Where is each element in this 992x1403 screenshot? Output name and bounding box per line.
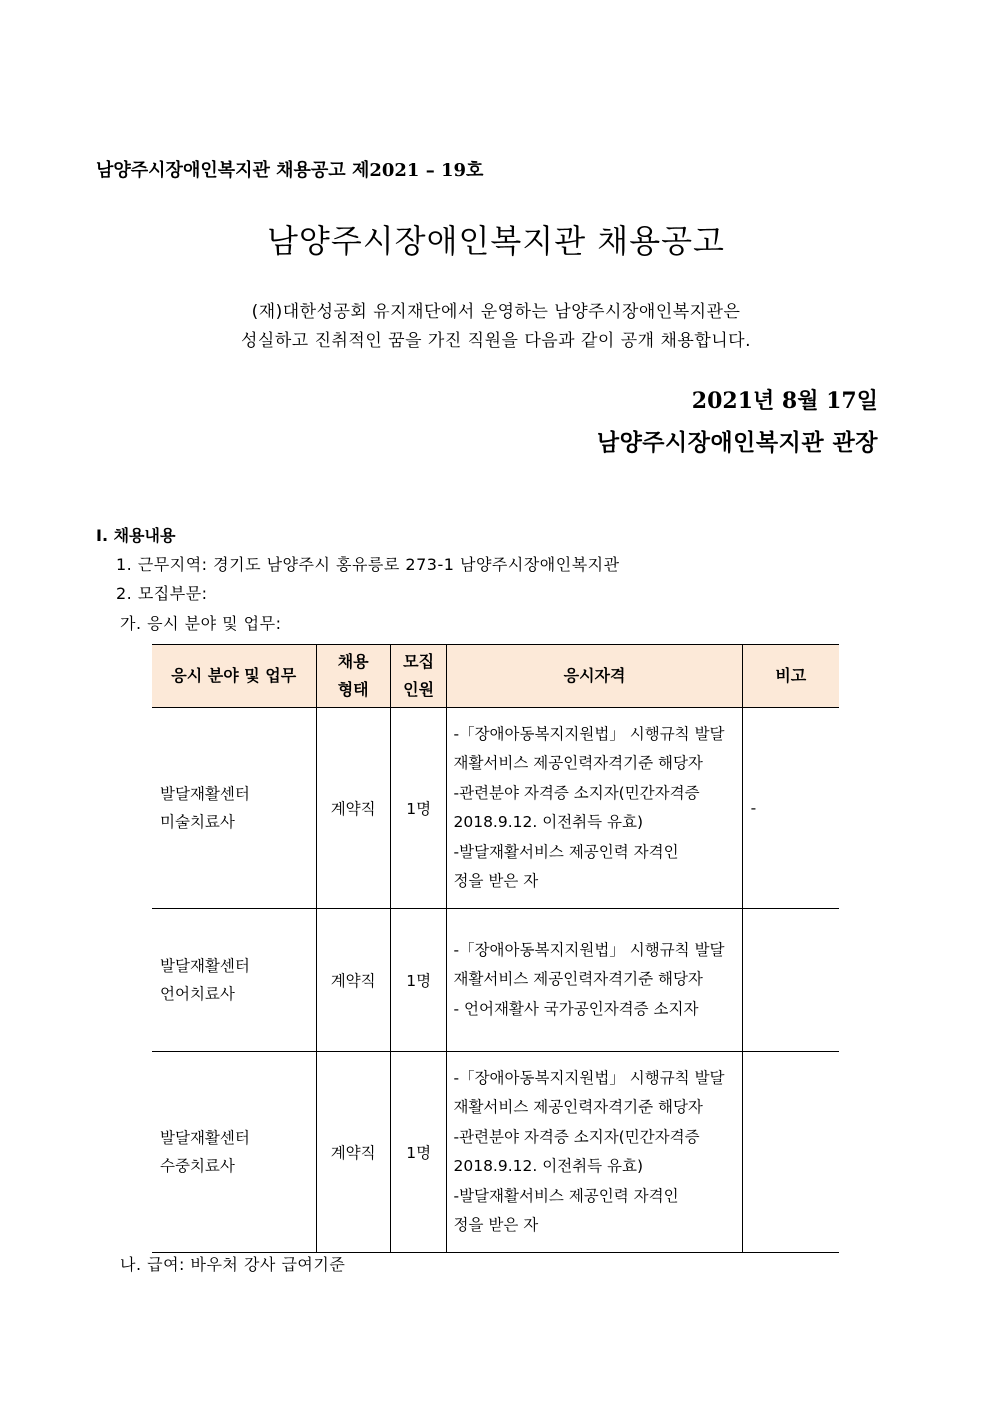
salary-info: 나. 급여: 바우처 강사 급여기준 (120, 1255, 346, 1274)
intro-line-2: 성실하고 진취적인 꿈을 가진 직원을 다음과 같이 공개 채용합니다. (240, 331, 752, 351)
qualification-cell (447, 909, 742, 1052)
recruit-dept-label: 2. 모집부문: (116, 584, 208, 603)
table-header-row (152, 645, 839, 708)
header-field: 응시 분야 및 업무 (152, 645, 316, 708)
qualification-line: -발달재활서비스 제공인력 자격인 (453, 842, 679, 861)
notice-date: 2021년 8월 17일 (691, 388, 878, 414)
count-cell: 1명 (390, 708, 447, 909)
type-cell: 계약직 (316, 909, 390, 1052)
qualification-line: -「장애아동복지지원법」 시행규칙 발달 (453, 940, 725, 959)
note-cell (742, 1052, 839, 1253)
field-line: 언어치료사 (160, 985, 235, 1003)
type-cell: 계약직 (316, 708, 390, 909)
qualification-line: 정을 받은 자 (453, 1216, 539, 1234)
notice-number: 남양주시장애인복지관 채용공고 제2021 – 19호 (96, 160, 484, 181)
field-line: 미술치료사 (160, 813, 235, 831)
header-type-line2: 형태 (337, 680, 369, 699)
note-cell (742, 909, 839, 1052)
field-line: 발달재활센터 (160, 1129, 250, 1147)
header-count-line2: 인원 (403, 680, 435, 699)
field-line: 발달재활센터 (160, 785, 250, 803)
qualification-line: 2018.9.12. 이전취득 유효) (453, 813, 644, 831)
table-row (152, 1052, 839, 1253)
page-title: 남양주시장애인복지관 채용공고 (267, 222, 725, 260)
sub-item-a: 가. 응시 분야 및 업무: (120, 614, 282, 633)
work-location: 1. 근무지역: 경기도 남양주시 홍유릉로 273-1 남양주시장애인복지관 (116, 555, 620, 574)
qualification-line: -관련분야 자격증 소지자(민간자격증 (453, 1127, 700, 1146)
qualification-cell (447, 708, 742, 909)
qualification-line: 재활서비스 제공인력자격기준 해당자 (453, 754, 703, 772)
field-cell (152, 708, 316, 909)
header-note: 비고 (742, 645, 839, 708)
count-cell: 1명 (390, 909, 447, 1052)
table-row (152, 909, 839, 1052)
intro-line-1: (재)대한성공회 유지재단에서 운영하는 남양주시장애인복지관은 (251, 302, 741, 322)
note-cell: - (742, 708, 839, 909)
count-cell: 1명 (390, 1052, 447, 1253)
qualification-line: -「장애아동복지지원법」 시행규칙 발달 (453, 724, 725, 743)
qualification-line: - 언어재활사 국가공인자격증 소지자 (453, 999, 699, 1018)
intro-text (0, 298, 992, 356)
qualification-line: -「장애아동복지지원법」 시행규칙 발달 (453, 1068, 725, 1087)
header-count-line1: 모집 (403, 652, 435, 671)
table-row (152, 708, 839, 909)
qualification-line: 2018.9.12. 이전취득 유효) (453, 1157, 644, 1175)
qualification-line: -관련분야 자격증 소지자(민간자격증 (453, 783, 700, 802)
field-cell (152, 909, 316, 1052)
header-qualification: 응시자격 (447, 645, 742, 708)
field-line: 발달재활센터 (160, 957, 250, 975)
section-heading: Ⅰ. 채용내용 (96, 526, 176, 545)
qualification-line: 재활서비스 제공인력자격기준 해당자 (453, 970, 703, 989)
qualification-line: 재활서비스 제공인력자격기준 해당자 (453, 1098, 703, 1116)
qualification-line: -발달재활서비스 제공인력 자격인 (453, 1186, 679, 1205)
field-line: 수중치료사 (160, 1157, 235, 1175)
issuer-name: 남양주시장애인복지관 관장 (596, 430, 878, 456)
header-count (390, 645, 447, 708)
recruit-table (152, 644, 839, 1253)
header-type (316, 645, 390, 708)
header-type-line1: 채용 (337, 652, 369, 671)
field-cell (152, 1052, 316, 1253)
type-cell: 계약직 (316, 1052, 390, 1253)
qualification-cell (447, 1052, 742, 1253)
qualification-line: 정을 받은 자 (453, 872, 539, 890)
